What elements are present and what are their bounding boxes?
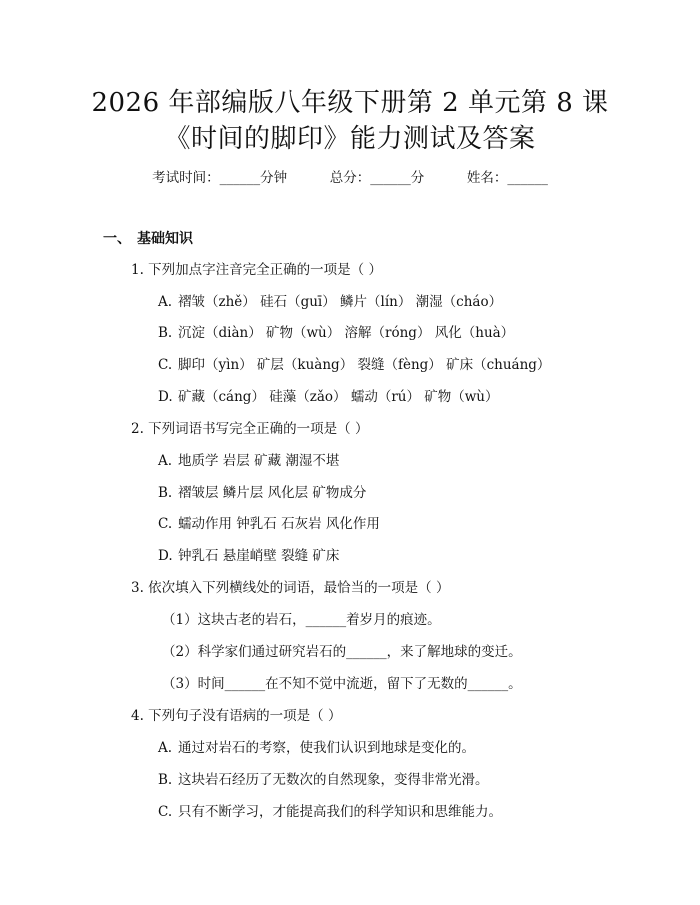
option-label: D. (158, 548, 173, 564)
option-text: 褶皱层 鳞片层 风化层 矿物成分 (178, 485, 367, 501)
question-3-sub-2: （2）科学家们通过研究岩石的______，来了解地球的变迁。 (162, 644, 522, 660)
option-text: 蠕动作用 钟乳石 石灰岩 风化作用 (178, 516, 380, 532)
option-label: B. (158, 772, 173, 788)
option-label: A. (158, 453, 173, 469)
question-1-option-c (158, 355, 550, 375)
document-title-line-1: 2026 年部编版八年级下册第 2 单元第 8 课 (91, 88, 609, 118)
option-text: 脚印（yìn） 矿层（kuàng） 裂缝（fèng） 矿床（chuáng） (178, 357, 551, 373)
section-number: 一、 (103, 231, 131, 247)
option-label: B. (158, 485, 173, 501)
question-2-option-c (158, 514, 380, 534)
option-label: D. (158, 389, 173, 405)
exam-score: 总分：______分 (329, 170, 425, 186)
exam-name: 姓名：______ (466, 170, 548, 186)
question-1-option-b (158, 323, 514, 343)
option-label: A. (158, 740, 173, 756)
exam-time: 考试时间：______分钟 (152, 170, 288, 186)
question-1-option-a (158, 292, 502, 312)
option-text: 这块岩石经历了无数次的自然现象，变得非常光滑。 (178, 772, 489, 788)
section-heading (103, 229, 193, 249)
option-text: 沉淀（diàn） 矿物（wù） 溶解（róng） 风化（huà） (178, 325, 515, 341)
question-1-option-d (158, 387, 499, 407)
exam-meta (0, 168, 700, 188)
question-4-option-a (158, 738, 475, 758)
option-text: 只有不断学习，才能提高我们的科学知识和思维能力。 (178, 804, 502, 820)
question-1-stem: 1. 下列加点字注音完全正确的一项是（ ） (131, 262, 382, 278)
section-title: 基础知识 (137, 231, 193, 247)
option-text: 钟乳石 悬崖峭壁 裂缝 矿床 (178, 548, 340, 564)
option-label: B. (158, 325, 173, 341)
question-4-option-b (158, 770, 489, 790)
question-2-option-d (158, 546, 339, 566)
question-4-stem: 4. 下列句子没有语病的一项是（ ） (131, 708, 342, 724)
option-text: 褶皱（zhě） 硅石（guī） 鳞片（lín） 潮湿（cháo） (178, 294, 503, 310)
option-text: 地质学 岩层 矿藏 潮湿不堪 (178, 453, 340, 469)
option-label: A. (158, 294, 173, 310)
option-label: C. (158, 516, 173, 532)
option-label: C. (158, 357, 173, 373)
question-3-sub-3: （3）时间______在不知不觉中流逝，留下了无数的______。 (162, 676, 522, 692)
option-label: C. (158, 804, 173, 820)
question-3-sub-1: （1）这块古老的岩石，______着岁月的痕迹。 (162, 612, 441, 628)
option-text: 通过对岩石的考察，使我们认识到地球是变化的。 (178, 740, 475, 756)
question-2-stem: 2. 下列词语书写完全正确的一项是（ ） (131, 421, 369, 437)
question-2-option-b (158, 483, 366, 503)
option-text: 矿藏（cáng） 硅藻（zǎo） 蠕动（rú） 矿物（wù） (178, 389, 499, 405)
question-3-stem: 3. 依次填入下列横线处的词语，最恰当的一项是（ ） (131, 580, 450, 596)
question-2-option-a (158, 451, 339, 471)
question-4-option-c (158, 802, 502, 822)
document-title-line-2: 《时间的脚印》能力测试及答案 (164, 124, 536, 154)
